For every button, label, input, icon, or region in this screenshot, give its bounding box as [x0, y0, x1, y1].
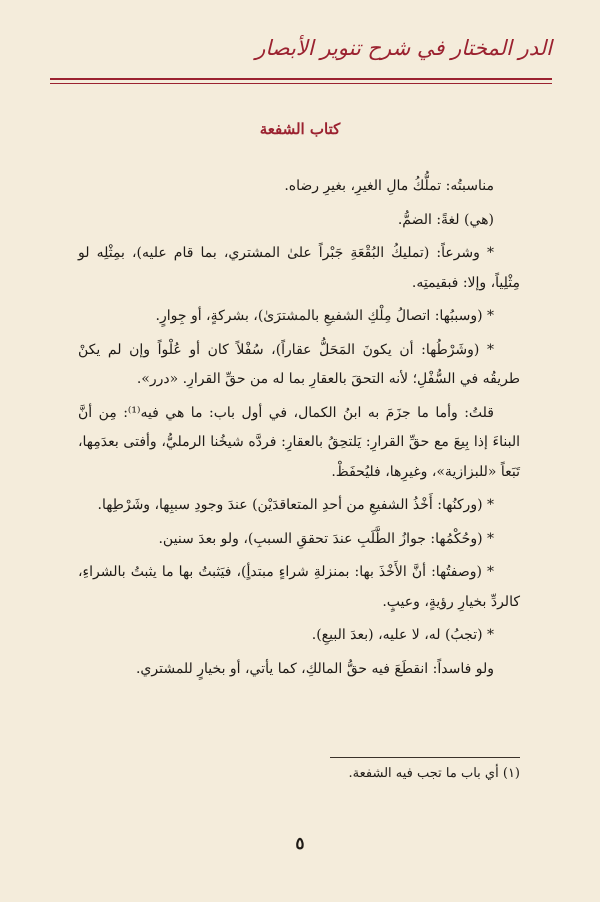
paragraph-7: * (وركنُها: أَخْذُ الشفيعِ من أحدِ المتعاقدَيْن) عندَ وجودِ سببِها، وشَرْطِها.	[97, 497, 494, 513]
header-rule-thin	[50, 83, 552, 84]
paragraph-5: * (وشَرْطُها: أن يكونَ المَحَلُّ عقاراً)، سُفْلاً كان أو عُلْواً وإن لم يكنْ طريقُه في السُّفْلِ؛ لأنه التحقَ بالعقارِ بما له من حقِّ القرارِ. «درر».	[78, 341, 520, 387]
paragraph-11: ولو فاسداً: انقطَعَ فيه حقُّ المالكِ، كما يأتي، أو بخيارٍ للمشتري.	[135, 660, 494, 677]
paragraph-9: * (وصفتُها: أنَّ الأَخْذَ بها: بمنزلةِ شراءٍ مبتدأٍ)، فيَثبتُ بها ما يثبتُ بالشراءِ، كالردِّ بخيارِ رؤيةٍ، وعيبٍ.	[78, 564, 520, 610]
paragraph-6: قلتُ: وأما ما جزَمَ به ابنُ الكمال، في أول باب: ما هي فيه⁽¹⁾: مِن أنَّ البناءَ إذا بِيعَ مع حقِّ القرارِ: يَلتحِقُ بالعقارِ: فردَّه شيخُنا الرمليُّ، وأفتى بعدَمِها، تَبَعاً «للبزازية»، وغيرِها، فليُحفَظْ.	[78, 404, 520, 480]
paragraph-2: (هي) لغةً: الضمُّ.	[397, 211, 494, 228]
paragraph-3: * وشرعاً: (تمليكُ البُقْعَةِ جَبْراً علىٰ المشتري، بما قام عليه)، بمِثْلِه لو مِثْلِياً، وإلا: فبقيمتِه.	[78, 245, 520, 291]
running-header-title: الدر المختار في شرح تنوير الأبصار	[255, 36, 552, 60]
paragraph-4: * (وسببُها: اتصالُ مِلْكِ الشفيعِ بالمشترَىٰ)، بشركةٍ، أو جِوارٍ.	[155, 308, 494, 324]
body-text	[78, 172, 520, 688]
header-rule	[50, 78, 552, 80]
paragraph-8: * (وحُكْمُها: جوازُ الطَّلَبِ عندَ تحققِ السببِ)، ولو بعدَ سنين.	[158, 530, 494, 547]
footnote-divider	[330, 757, 520, 758]
footnote: (١) أي باب ما تجب فيه الشفعة.	[348, 766, 520, 781]
paragraph-10: * (تجبُ) له، لا عليه، (بعدَ البيعِ).	[311, 627, 494, 643]
paragraph-1: مناسبتُه: تملُّكُ مالِ الغيرِ، بغيرِ رضاه.	[284, 178, 494, 194]
page-number: ٥	[295, 834, 305, 854]
chapter-title: كتاب الشفعة	[259, 120, 341, 138]
